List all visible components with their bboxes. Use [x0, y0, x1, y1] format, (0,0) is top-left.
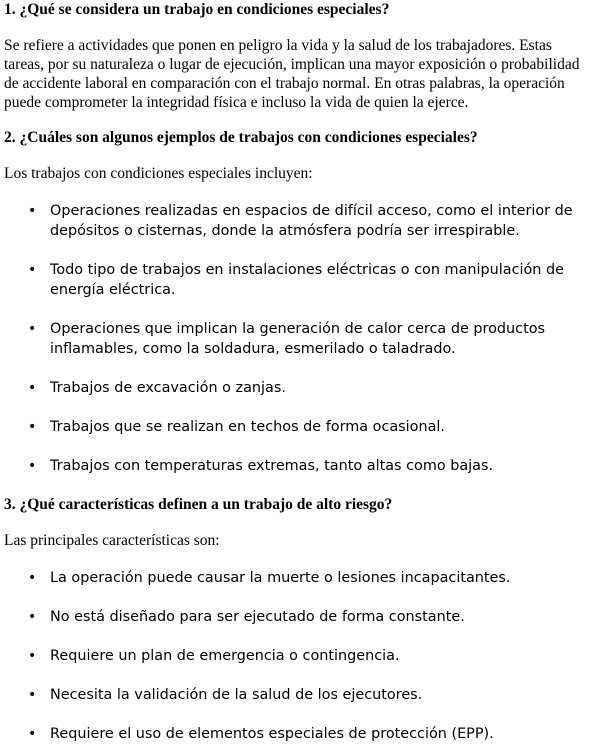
bullet-icon: • [28, 570, 37, 586]
list-item: • Todo tipo de trabajos en instalaciones eléctricas o con manipulación de energía eléctrica. [28, 262, 564, 298]
bullet-icon: • [28, 648, 37, 664]
section-2-title: 2. ¿Cuáles son algunos ejemplos de trabajos con condiciones especiales? [4, 129, 478, 146]
list-item: • Requiere un plan de emergencia o contingencia. [28, 648, 400, 664]
list-item: • Trabajos que se realizan en techos de forma ocasional. [28, 419, 445, 435]
list-item: • Trabajos de excavación o zanjas. [28, 380, 286, 396]
list-item: • Trabajos con temperaturas extremas, tanto altas como bajas. [28, 458, 494, 474]
list-item: • Necesita la validación de la salud de los ejecutores. [28, 687, 423, 703]
section-1-title: 1. ¿Qué se considera un trabajo en condiciones especiales? [4, 1, 390, 18]
section-3-title: 3. ¿Qué características definen a un trabajo de alto riesgo? [4, 496, 393, 513]
bullet-icon: • [28, 458, 37, 474]
list-item: • La operación puede causar la muerte o lesiones incapacitantes. [28, 570, 511, 586]
bullet-icon: • [28, 726, 37, 742]
bullet-icon: • [28, 203, 37, 219]
bullet-icon: • [28, 687, 37, 703]
bullet-icon: • [28, 262, 37, 278]
section-2-intro: Los trabajos con condiciones especiales incluyen: [4, 165, 313, 182]
bullet-icon: • [28, 380, 37, 396]
list-item: • Requiere el uso de elementos especiales de protección (EPP). [28, 726, 494, 742]
section-3-list [4, 568, 596, 744]
bullet-icon: • [28, 609, 37, 625]
bullet-icon: • [28, 321, 37, 337]
list-item: • Operaciones realizadas en espacios de difícil acceso, como el interior de depósitos o cisternas, donde la atmósfera podría ser irrespirable. [28, 203, 573, 239]
section-3-intro: Las principales características son: [4, 532, 220, 549]
list-item: • Operaciones que implican la generación de calor cerca de productos inflamables, como la soldadura, esmerilado o taladrado. [28, 321, 546, 357]
list-item: • No está diseñado para ser ejecutado de forma constante. [28, 609, 465, 625]
section-2-list [4, 201, 596, 476]
section-1-paragraph: Se refiere a actividades que ponen en peligro la vida y la salud de los trabajadores. Estas tareas, por su naturaleza o lugar de ejecución, implican una mayor exposición o probabilidad de accidente laboral en comparación con el trabajo normal. En otras palabras, la operación puede comprometer la integridad física e incluso la vida de quien la ejerce. [4, 37, 580, 111]
bullet-icon: • [28, 419, 37, 435]
